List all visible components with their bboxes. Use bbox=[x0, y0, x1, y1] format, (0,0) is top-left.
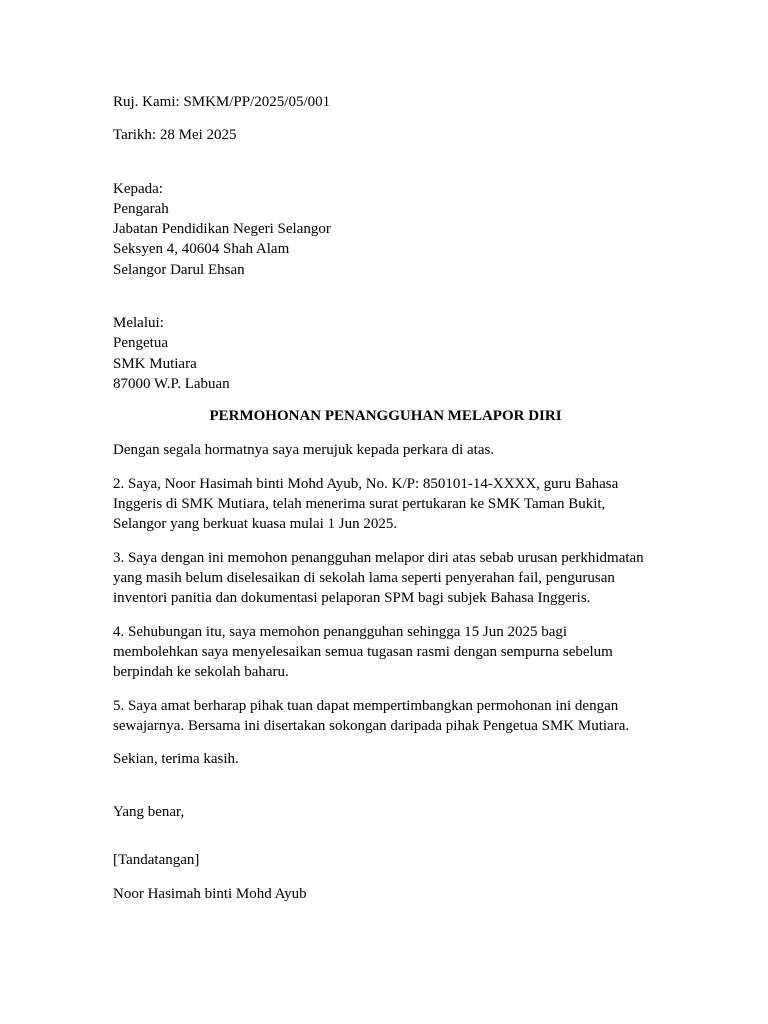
paragraph-4 bbox=[113, 622, 658, 683]
paragraph-line: Selangor yang berkuat kuasa mulai 1 Jun 2025. bbox=[113, 516, 398, 533]
letter-date: Tarikh: 28 Mei 2025 bbox=[113, 127, 237, 144]
via-line: SMK Mutiara bbox=[113, 355, 197, 372]
letter-title: PERMOHONAN PENANGGUHAN MELAPOR DIRI bbox=[209, 408, 562, 425]
salutation: Dengan segala hormatnya saya merujuk kepada perkara di atas. bbox=[113, 441, 495, 458]
paragraph-5 bbox=[113, 696, 658, 737]
paragraph-line: sewajarnya. Bersama ini disertakan sokongan daripada pihak Pengetua SMK Mutiara. bbox=[113, 717, 630, 734]
reference-number: Ruj. Kami: SMKM/PP/2025/05/001 bbox=[113, 94, 331, 110]
signature-placeholder: [Tandatangan] bbox=[113, 851, 200, 868]
via-block bbox=[113, 313, 658, 394]
paragraph-line: membolehkan saya menyelesaikan semua tugasan rasmi dengan sempurna sebelum bbox=[113, 643, 613, 660]
via-line: 87000 W.P. Labuan bbox=[113, 375, 230, 392]
paragraph-line: Inggeris di SMK Mutiara, telah menerima surat pertukaran ke SMK Taman Bukit, bbox=[113, 496, 606, 513]
recipient-line: Seksyen 4, 40604 Shah Alam bbox=[113, 241, 290, 258]
paragraph-line: inventori panitia dan dokumentasi pelaporan SPM bagi subjek Bahasa Inggeris. bbox=[113, 590, 591, 607]
paragraph-line: yang masih belum diselesaikan di sekolah lama seperti penyerahan fail, pengurusan bbox=[113, 570, 615, 587]
recipient-line: Selangor Darul Ehsan bbox=[113, 261, 245, 278]
paragraph-line: 3. Saya dengan ini memohon penangguhan melapor diri atas sebab urusan perkhidmatan bbox=[113, 549, 644, 566]
paragraph-line: 4. Sehubungan itu, saya memohon penangguhan sehingga 15 Jun 2025 bagi bbox=[113, 623, 568, 640]
paragraph-line: berpindah ke sekolah baharu. bbox=[113, 664, 289, 681]
closing-line: Sekian, terima kasih. bbox=[113, 751, 239, 768]
signoff: Yang benar, bbox=[113, 804, 185, 821]
recipient-line: Pengarah bbox=[113, 200, 169, 217]
recipient-block bbox=[113, 179, 658, 280]
letter-page bbox=[113, 92, 658, 904]
paragraph-2 bbox=[113, 474, 658, 535]
via-line: Pengetua bbox=[113, 335, 168, 352]
recipient-line: Jabatan Pendidikan Negeri Selangor bbox=[113, 221, 331, 238]
via-label: Melalui: bbox=[113, 315, 164, 332]
paragraph-line: 2. Saya, Noor Hasimah binti Mohd Ayub, No. K/P: 850101-14-XXXX, guru Bahasa bbox=[113, 475, 619, 492]
paragraph-3 bbox=[113, 548, 658, 609]
sender-name: Noor Hasimah binti Mohd Ayub bbox=[113, 886, 307, 903]
paragraph-line: 5. Saya amat berharap pihak tuan dapat mempertimbangkan permohonan ini dengan bbox=[113, 697, 619, 714]
recipient-label: Kepada: bbox=[113, 180, 163, 197]
